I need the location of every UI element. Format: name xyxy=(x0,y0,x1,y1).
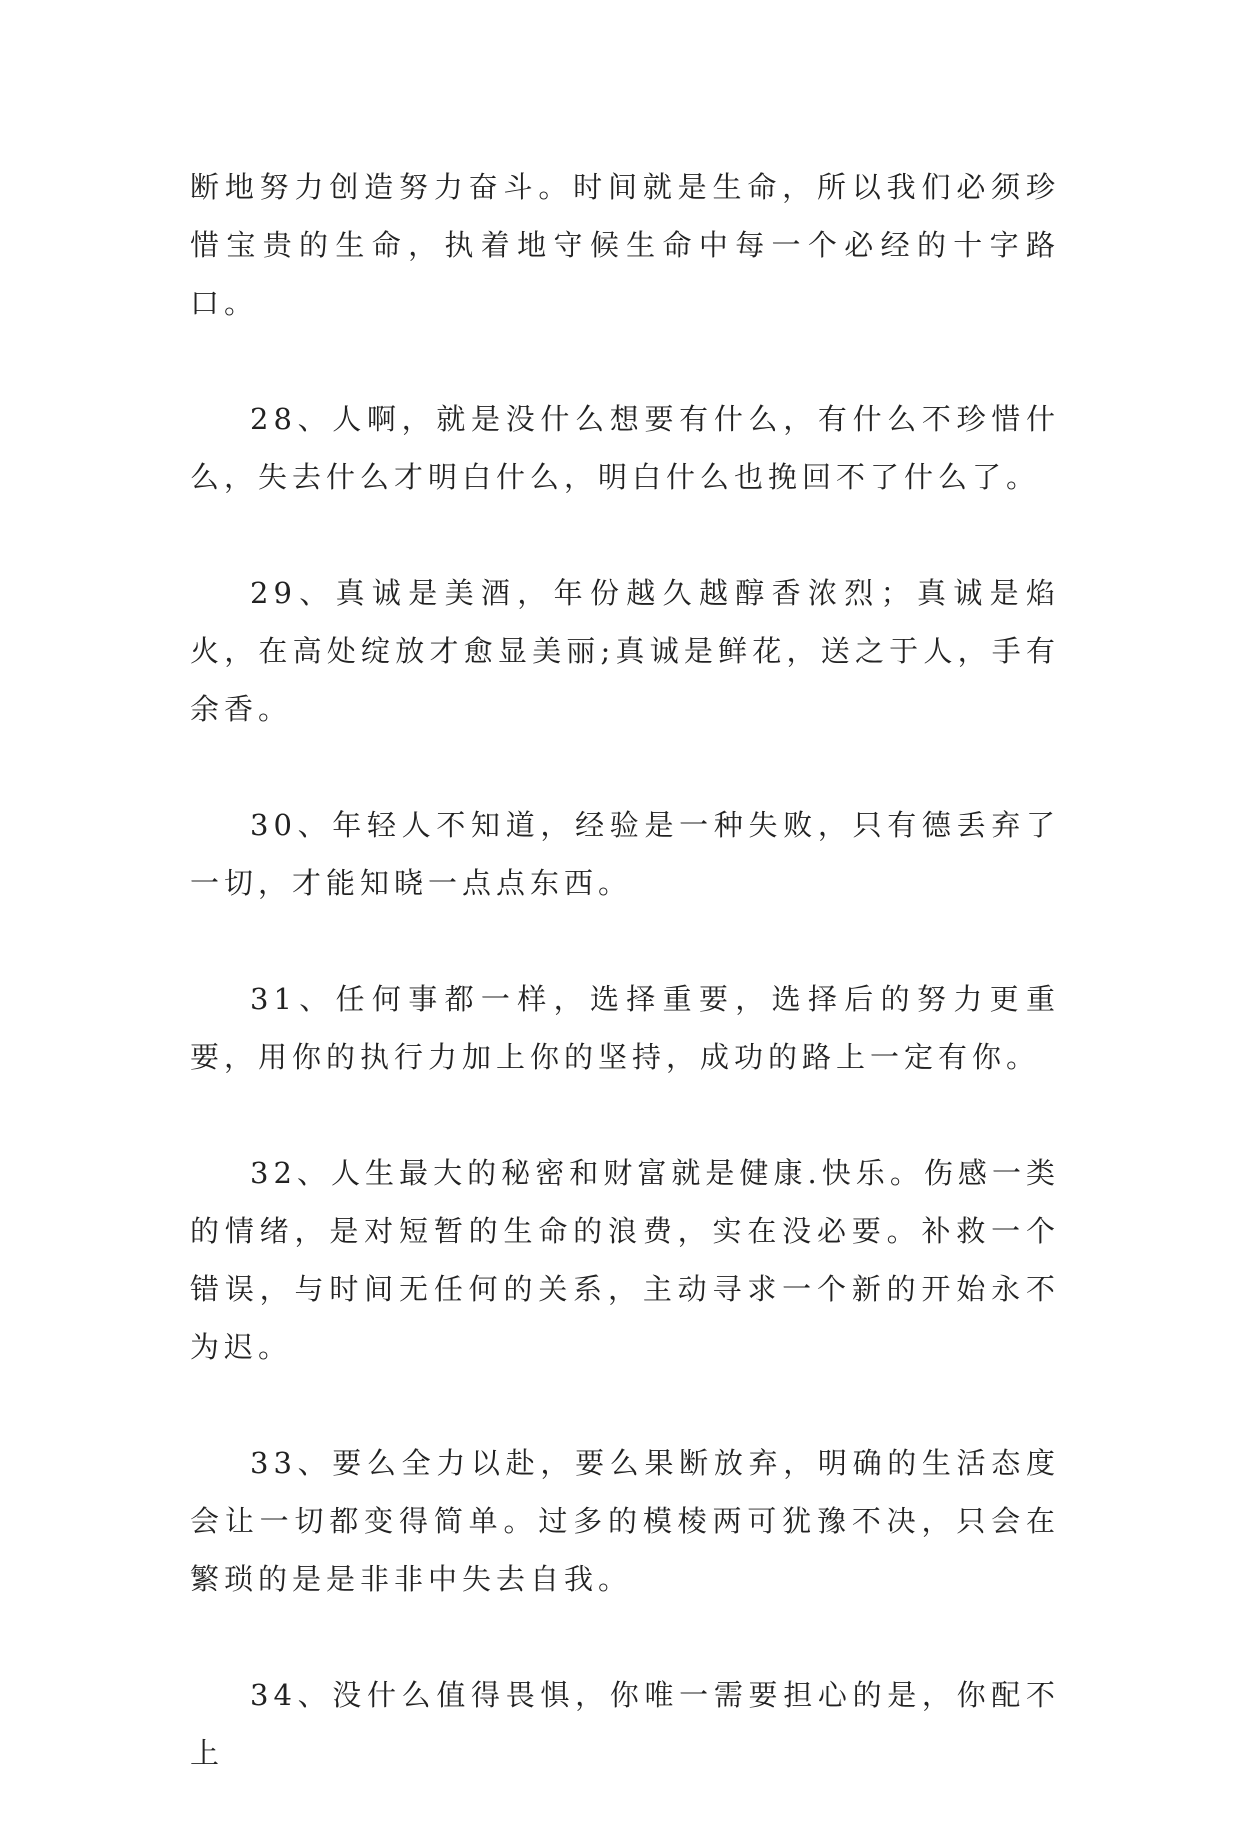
paragraph-30: 30、年轻人不知道，经验是一种失败，只有德丢弃了一切，才能知晓一点点东西。 xyxy=(190,808,1060,900)
paragraph-33: 33、要么全力以赴，要么果断放弃，明确的生活态度会让一切都变得简单。过多的模棱两可犹豫不决，只会在繁琐的是是非非中失去自我。 xyxy=(190,1446,1060,1596)
paragraph-28: 28、人啊，就是没什么想要有什么，有什么不珍惜什么，失去什么才明白什么，明白什么也挽回不了什么了。 xyxy=(190,402,1060,494)
paragraph-32: 32、人生最大的秘密和财富就是健康.快乐。伤感一类的情绪，是对短暂的生命的浪费，实在没必要。补救一个错误，与时间无任何的关系，主动寻求一个新的开始永不为迟。 xyxy=(190,1156,1060,1364)
paragraph-31: 31、任何事都一样，选择重要，选择后的努力更重要，用你的执行力加上你的坚持，成功的路上一定有你。 xyxy=(190,982,1060,1074)
paragraph-continuation: 断地努力创造努力奋斗。时间就是生命，所以我们必须珍惜宝贵的生命，执着地守候生命中每一个必经的十字路口。 xyxy=(190,170,1060,320)
document-body xyxy=(190,158,1060,1840)
paragraph-29: 29、真诚是美酒，年份越久越醇香浓烈；真诚是焰火，在高处绽放才愈显美丽;真诚是鲜花，送之于人，手有余香。 xyxy=(190,576,1060,726)
paragraph-34: 34、没什么值得畏惧，你唯一需要担心的是，你配不上 xyxy=(190,1678,1060,1770)
